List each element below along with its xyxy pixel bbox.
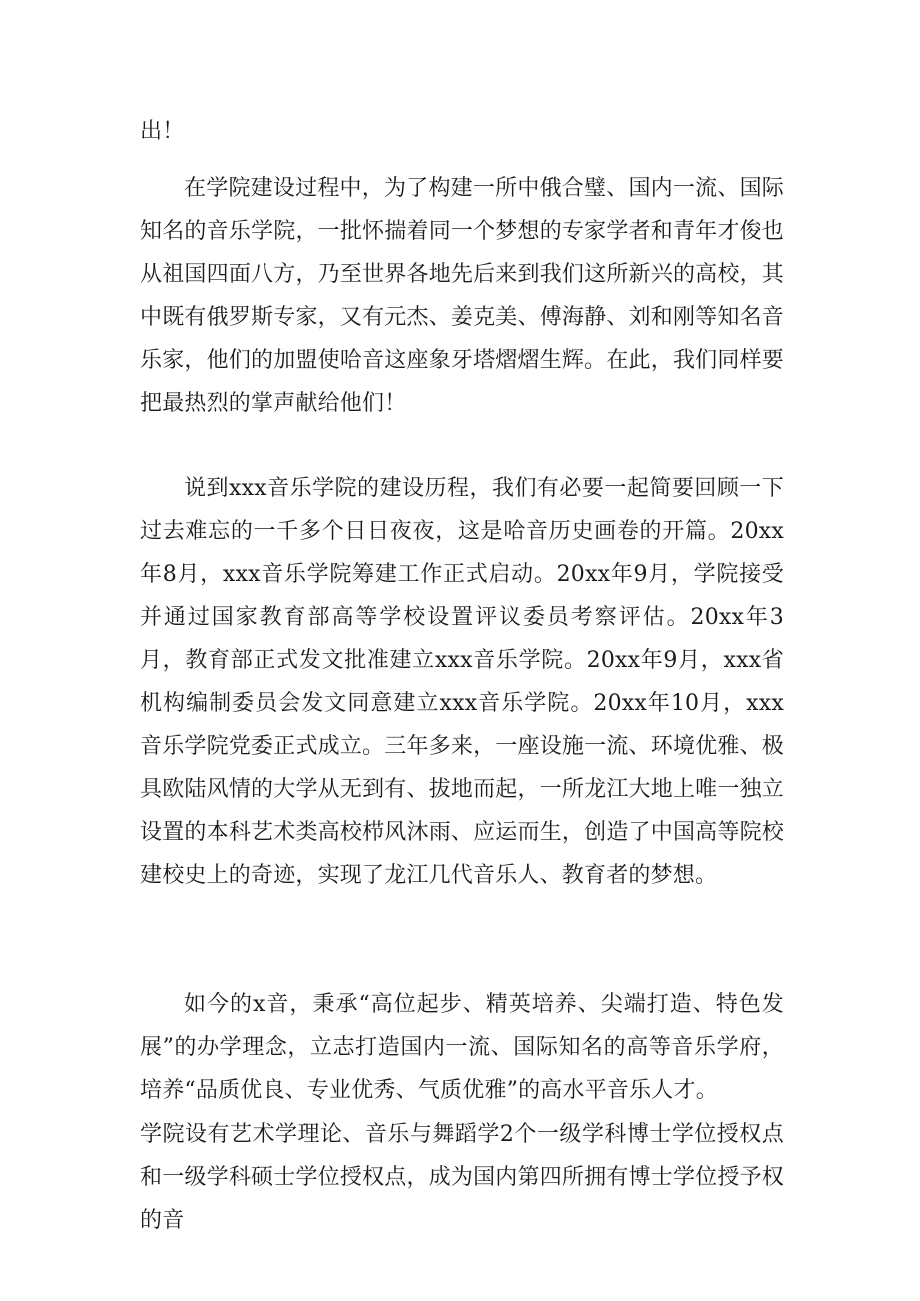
paragraph-3: 说到xxx音乐学院的建设历程，我们有必要一起简要回顾一下过去难忘的一千多个日日夜夜，这是哈音历史画卷的开篇。20xx年8月，xxx音乐学院筹建工作正式启动。20xx年9月，学院接受并通过国家教育部高等学校设置评议委员考察评估。20xx年3月，教育部正式发文批准建立xxx音乐学院。20xx年9月，xxx省机构编制委员会发文同意建立xxx音乐学院。20xx年10月，xxx音乐学院党委正式成立。三年多来，一座设施一流、环境优雅、极具欧陆风情的大学从无到有、拔地而起，一所龙江大地上唯一独立设置的本科艺术类高校栉风沐雨、应运而生，创造了中国高等院校建校史上的奇迹，实现了龙江几代音乐人、教育者的梦想。 xyxy=(140,476,784,888)
paragraph-1: 出！ xyxy=(140,119,185,144)
paragraph-4: 如今的x音，秉承“高位起步、精英培养、尖端打造、特色发展”的办学理念，立志打造国内一流、国际知名的高等音乐学府，培养“品质优良、专业优秀、气质优雅”的高水平音乐人才。 xyxy=(140,992,784,1103)
paragraph-2: 在学院建设过程中，为了构建一所中俄合璧、国内一流、国际知名的音乐学院，一批怀揣着同一个梦想的专家学者和青年才俊也从祖国四面八方，乃至世界各地先后来到我们这所新兴的高校，其中既有俄罗斯专家，又有元杰、姜克美、傅海静、刘和刚等知名音乐家，他们的加盟使哈音这座象牙塔熠熠生辉。在此，我们同样要把最热烈的掌声献给他们！ xyxy=(140,176,784,416)
paragraph-5: 学院设有艺术学理论、音乐与舞蹈学2个一级学科博士学位授权点和一级学科硕士学位授权点，成为国内第四所拥有博士学位授予权的音 xyxy=(140,1122,784,1233)
